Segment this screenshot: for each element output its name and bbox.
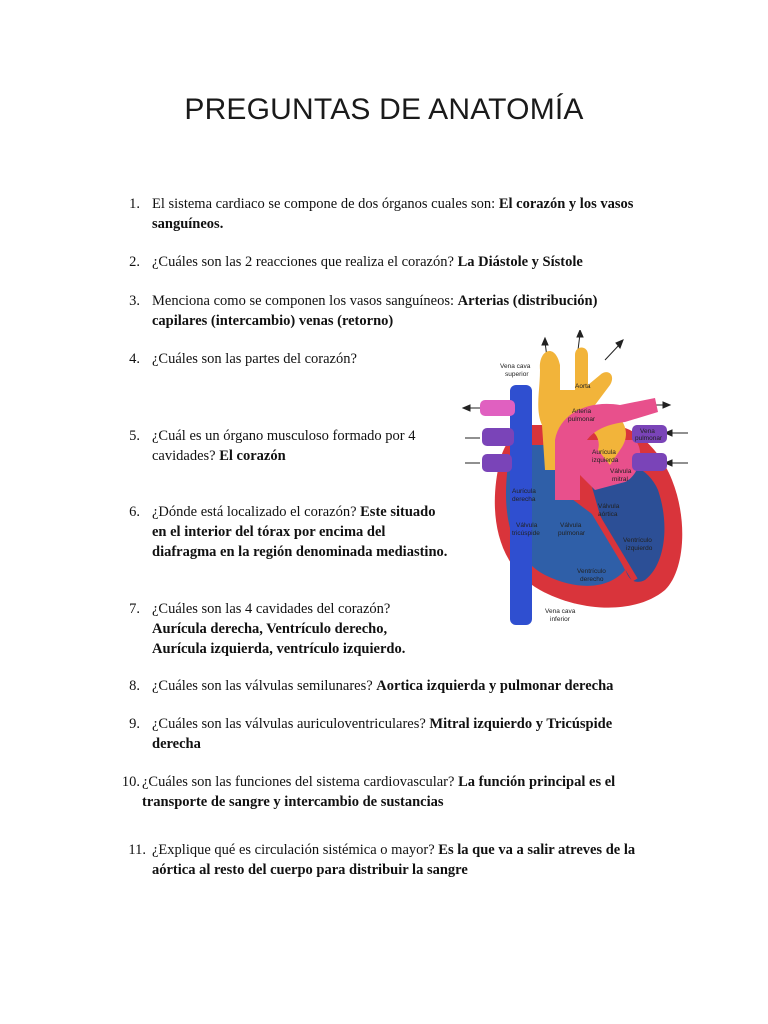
question-text: ¿Cuáles son las válvulas semilunares? [152, 678, 377, 694]
label-vena-cava-sup-2: superior [505, 371, 529, 378]
pulmonary-vein-left-1 [480, 400, 515, 416]
label-valvula-mitral-2: mitral [612, 476, 628, 483]
label-aorta: Aorta [575, 383, 591, 390]
label-auricula-izq-2: izquierda [592, 457, 619, 464]
question-text: ¿Cuáles son las funciones del sistema cardiovascular? [142, 774, 459, 790]
label-vena-cava-inf-2: inferior [550, 616, 570, 623]
question-number: 7. [129, 601, 140, 617]
label-auricula-izq: Aurícula [592, 449, 616, 456]
question-text: ¿Cuáles son las partes del corazón? [152, 351, 357, 367]
question-number: 11. [128, 842, 146, 858]
answer-text: Arterias (distribución) capilares (intercambio) venas (retorno) [152, 293, 598, 329]
question-number: 6. [129, 504, 140, 520]
label-valvula-aortica-2: aórtica [598, 511, 618, 518]
label-valvula-mitral: Válvula [610, 468, 632, 475]
label-ventriculo-izq: Ventrículo [623, 537, 652, 544]
label-vena-cava-sup: Vena cava [500, 363, 531, 370]
answer-text: La función principal es el transporte de sangre y intercambio de sustancias [142, 774, 616, 810]
label-arteria-pulm-2: pulmonar [568, 416, 596, 423]
question-number: 4. [129, 351, 140, 367]
question-number: 1. [129, 196, 140, 212]
label-valvula-tric: Válvula [516, 522, 538, 529]
question-number: 9. [129, 716, 140, 732]
label-ventriculo-der-2: derecho [580, 576, 604, 583]
pulmonary-vein-left-2 [482, 428, 514, 446]
question-text: ¿Cuáles son las válvulas auriculoventriculares? [152, 716, 430, 732]
label-valvula-pulm: Válvula [560, 522, 582, 529]
pulmonary-vein-right-2 [632, 453, 667, 471]
label-auricula-der-2: derecha [512, 496, 536, 503]
question-text: ¿Cuáles son las 4 cavidades del corazón? [152, 601, 391, 617]
answer-text: Este situado en el interior del tórax por encima del diafragma en la región denominada mediastino. [152, 504, 448, 560]
label-ventriculo-der: Ventrículo [577, 568, 606, 575]
label-valvula-pulm-2: pulmonar [558, 530, 586, 537]
label-ventriculo-izq-2: izquierdo [626, 545, 653, 552]
question-text: ¿Cuál es un órgano musculoso formado por 4 cavidades? [152, 428, 416, 464]
label-valvula-aortica: Válvula [598, 503, 620, 510]
question-number: 10. [121, 774, 140, 790]
label-vena-pulm-2: pulmonar [635, 435, 663, 442]
label-valvula-tric-2: tricúspide [512, 530, 540, 537]
vena-cava [510, 385, 532, 625]
heart-diagram [460, 330, 700, 630]
answer-text: La Diástole y Sístole [457, 254, 583, 270]
question-number: 8. [129, 678, 140, 694]
question-number: 5. [129, 428, 140, 444]
answer-text: Es la que va a salir atreves de la aórtica al resto del cuerpo para distribuir la sangre [152, 842, 636, 878]
answer-text: El corazón y los vasos sanguíneos. [152, 196, 634, 232]
label-arteria-pulm: Arteria [572, 408, 592, 415]
question-text: ¿Cuáles son las 2 reacciones que realiza el corazón? [152, 254, 458, 270]
question-number: 3. [129, 293, 140, 309]
answer-text: El corazón [219, 448, 286, 464]
answer-text: Mitral izquierdo y Tricúspide derecha [152, 716, 613, 752]
question-number: 2. [129, 254, 140, 270]
question-text: Menciona como se componen los vasos sanguíneos: [152, 293, 458, 309]
pulmonary-vein-left-3 [482, 454, 512, 472]
question-text: ¿Dónde está localizado el corazón? [152, 504, 361, 520]
label-vena-cava-inf: Vena cava [545, 608, 576, 615]
label-auricula-der: Aurícula [512, 488, 536, 495]
label-vena-pulm: Vena [640, 428, 655, 435]
page-title: PREGUNTAS DE ANATOMÍA [184, 93, 584, 126]
answer-text: Aurícula derecha, Ventrículo derecho, Aurícula izquierda, ventrículo izquierdo. [152, 621, 406, 657]
answer-text: Aortica izquierda y pulmonar derecha [376, 678, 614, 694]
question-text: El sistema cardiaco se compone de dos órganos cuales son: [152, 196, 499, 212]
question-text: ¿Explique qué es circulación sistémica o mayor? [152, 842, 439, 858]
